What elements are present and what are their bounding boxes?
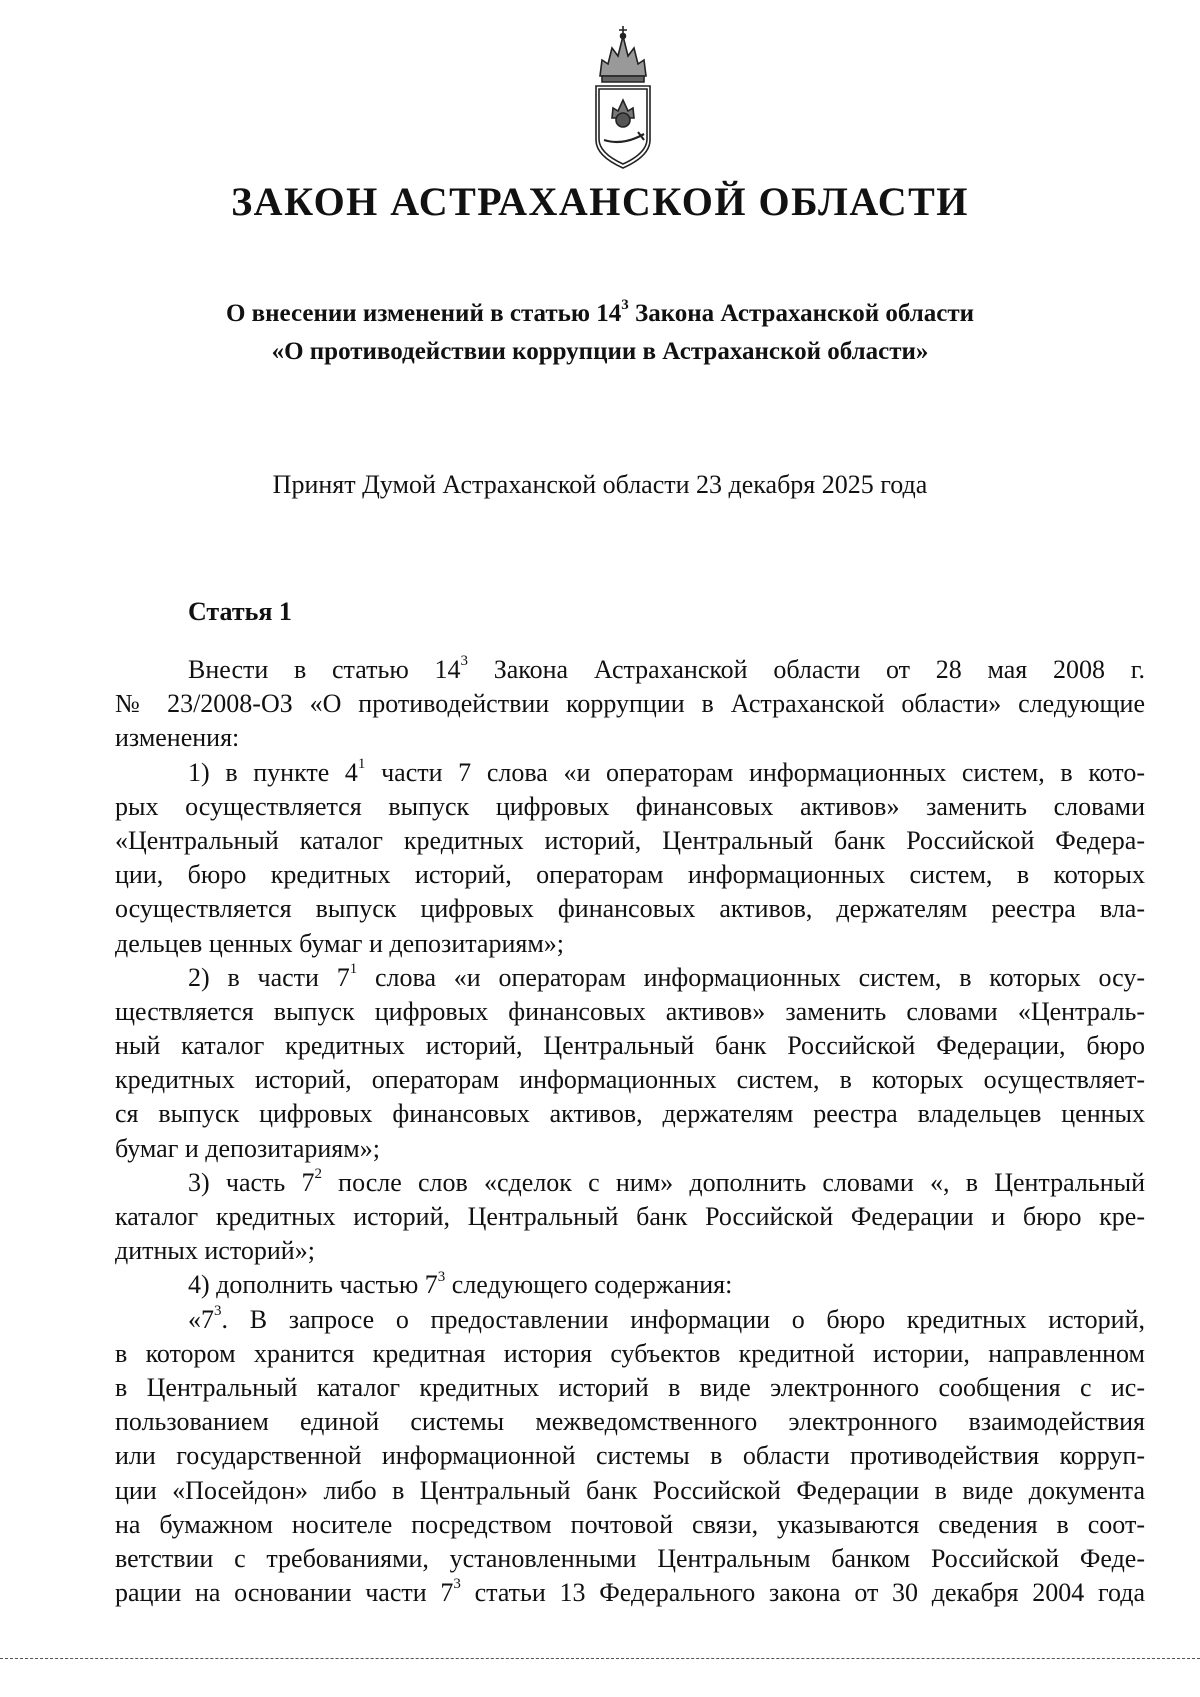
paragraph-line: рых осуществляется выпуск цифровых финансовых активов» заменить словами	[115, 791, 1145, 821]
page-bottom-divider	[0, 1658, 1200, 1659]
paragraph-line: ветствии с требованиями, установленными Центральным банком Российской Феде-	[115, 1543, 1145, 1573]
law-subtitle-line-2: «О противодействии коррупции в Астраханской области»	[271, 338, 929, 365]
paragraph-line: № 23/2008-ОЗ «О противодействии коррупции в Астраханской области» следующие	[115, 689, 1145, 719]
law-subtitle-line-1: О внесении изменений в статью $14^3$ Закона Астраханской области	[225, 296, 975, 327]
paragraph-line: ции «Посейдон» либо в Центральный банк Российской Федерации в виде документа	[115, 1475, 1145, 1505]
paragraph-line: ся выпуск цифровых финансовых активов, держателям реестра владельцев ценных	[115, 1099, 1145, 1129]
adoption-statement: Принят Думой Астраханской области 23 декабря 2025 года	[272, 470, 928, 499]
paragraph-line: рации на основании части $7^3$ статьи 13 Федерального закона от 30 декабря 2004 года	[115, 1576, 1145, 1608]
paragraph-line: «Центральный каталог кредитных историй, Центральный банк Российской Федера-	[115, 825, 1145, 855]
coat-of-arms-icon	[588, 22, 658, 172]
paragraph-line: осуществляется выпуск цифровых финансовых активов, держателям реестра вла-	[115, 894, 1145, 924]
list-item-1: 1) в пункте $4^1$ части 7 слова «и операторам информационных систем, в кото-	[188, 755, 1145, 787]
law-title: ЗАКОН АСТРАХАНСКОЙ ОБЛАСТИ	[231, 179, 969, 224]
paragraph-line: каталог кредитных историй, Центральный банк Российской Федерации и бюро кре-	[115, 1202, 1145, 1231]
paragraph-line: в Центральный каталог кредитных историй в виде электронного сообщения с ис-	[115, 1372, 1145, 1402]
paragraph-line: или государственной информационной системы в области противодействия корруп-	[115, 1441, 1145, 1471]
paragraph-line: ществляется выпуск цифровых финансовых активов» заменить словами «Централь-	[115, 996, 1145, 1026]
paragraph-line: дитных историй»;	[115, 1236, 315, 1266]
paragraph-line: ции, бюро кредитных историй, операторам информационных систем, в которых	[115, 860, 1145, 890]
paragraph-line: дельцев ценных бумаг и депозитариям»;	[115, 928, 565, 958]
paragraph-line: изменения:	[115, 723, 240, 753]
quoted-part-line: «$7^3$. В запросе о предоставлении информации о бюро кредитных историй,	[188, 1302, 1145, 1334]
article-body	[115, 653, 1145, 1610]
paragraph-line: кредитных историй, операторам информационных систем, в которых осуществляет-	[115, 1065, 1145, 1095]
paragraph-line: в котором хранится кредитная история субъектов кредитной истории, направленном	[115, 1338, 1145, 1368]
list-item-2: 2) в части $7^1$ слова «и операторам информационных систем, в которых осу-	[188, 961, 1146, 992]
paragraph-line: бумаг и депозитариям»;	[115, 1133, 380, 1163]
list-item-4: 4) дополнить частью $7^3$ следующего содержания:	[188, 1268, 733, 1300]
article-heading: Статья 1	[188, 597, 292, 626]
paragraph-line: на бумажном носителе посредством почтовой связи, указываются сведения в соот-	[115, 1509, 1145, 1539]
paragraph-line: ный каталог кредитных историй, Центральный банк Российской Федерации, бюро	[115, 1031, 1145, 1061]
list-item-3: 3) часть $7^2$ после слов «сделок с ним» дополнить словами «, в Центральный	[188, 1166, 1145, 1197]
paragraph-line: Внести в статью $14^3$ Закона Астраханской области от 28 мая 2008 г.	[188, 653, 1145, 684]
paragraph-line: пользованием единой системы межведомственного электронного взаимодействия	[115, 1407, 1145, 1437]
